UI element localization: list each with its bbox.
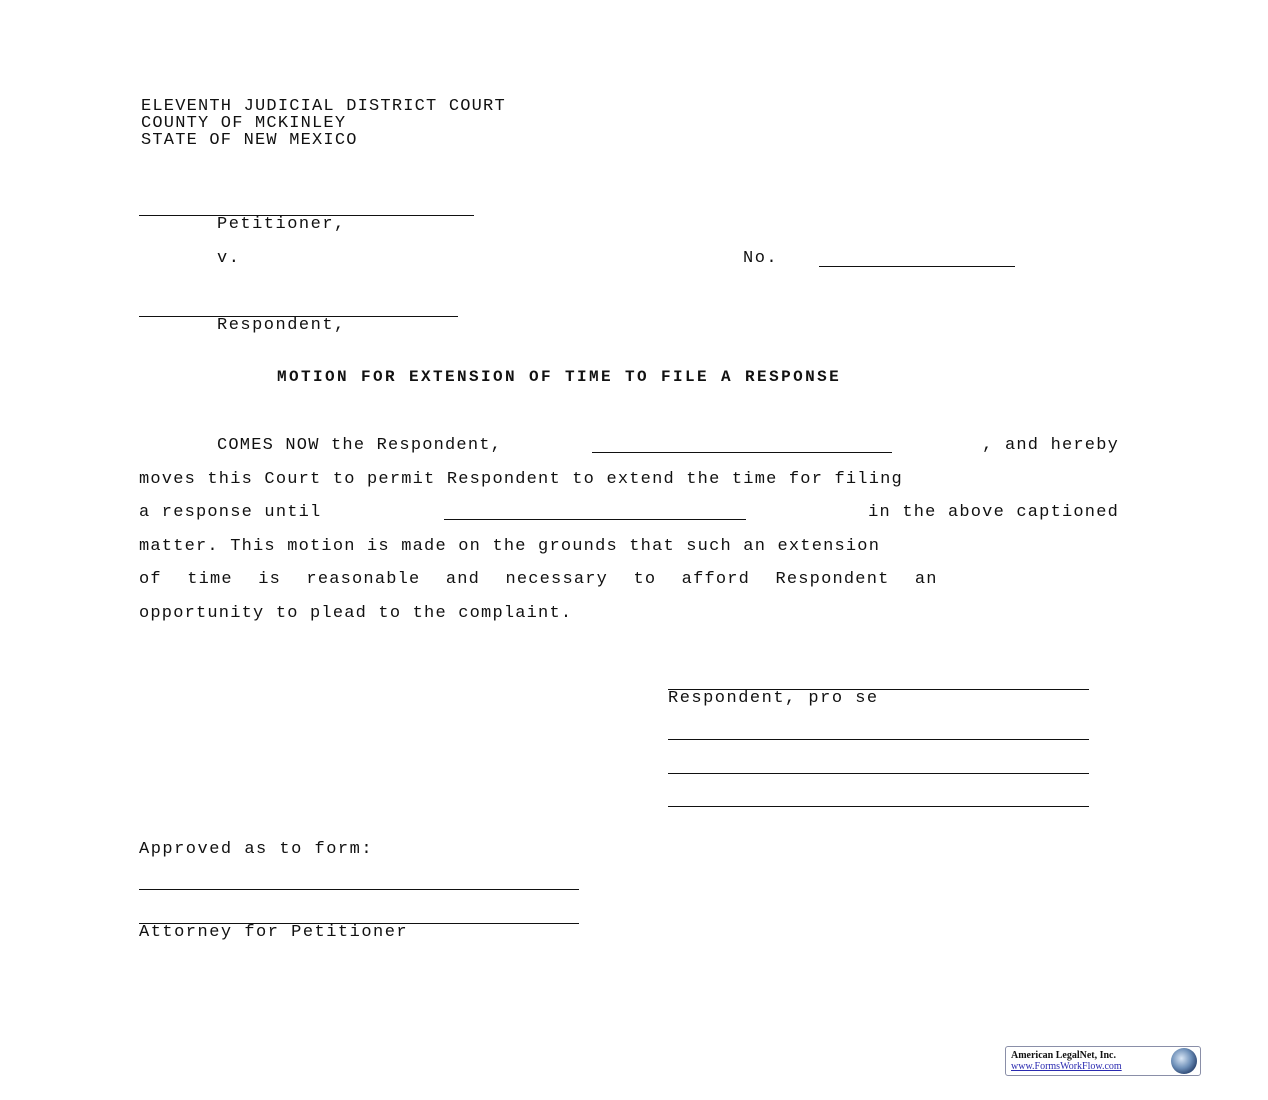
signature-label: Respondent, pro se xyxy=(668,689,879,708)
body-line-6: opportunity to plead to the complaint. xyxy=(139,604,573,623)
body-line-4: matter. This motion is made on the grounds that such an extension xyxy=(139,537,881,556)
approval-label: Approved as to form: xyxy=(139,840,374,859)
petitioner-label: Petitioner, xyxy=(217,215,346,234)
respondent-label: Respondent, xyxy=(217,316,346,335)
body-line-1b: , and hereby xyxy=(982,436,1119,455)
response-date-blank[interactable] xyxy=(444,503,746,520)
court-state: STATE OF NEW MEXICO xyxy=(141,131,358,150)
body-line-5: of time is reasonable and necessary to afford Respondent an xyxy=(139,570,938,589)
document-title: MOTION FOR EXTENSION OF TIME TO FILE A RESPONSE xyxy=(277,368,842,386)
case-number-label: No. xyxy=(743,249,779,268)
body-line-1a: COMES NOW the Respondent, xyxy=(217,436,503,455)
court-county: COUNTY OF MCKINLEY xyxy=(141,114,347,133)
body-line-3b: in the above captioned xyxy=(868,503,1119,522)
respondent-name-blank[interactable] xyxy=(592,436,892,453)
address-line-1[interactable] xyxy=(668,739,1089,740)
attorney-signature-line[interactable] xyxy=(139,889,579,890)
body-line-3a: a response until xyxy=(139,503,322,522)
globe-icon xyxy=(1171,1048,1197,1074)
court-name: ELEVENTH JUDICIAL DISTRICT COURT xyxy=(141,97,506,116)
body-line-2: moves this Court to permit Respondent to extend the time for filing xyxy=(139,470,903,489)
address-line-2[interactable] xyxy=(668,773,1089,774)
logo-url[interactable]: www.FormsWorkFlow.com xyxy=(1011,1061,1122,1072)
address-line-3[interactable] xyxy=(668,806,1089,807)
logo-company: American LegalNet, Inc. xyxy=(1011,1050,1116,1061)
versus-label: v. xyxy=(217,249,241,268)
case-number-line[interactable] xyxy=(819,266,1015,267)
attorney-label: Attorney for Petitioner xyxy=(139,923,409,942)
american-legalnet-logo[interactable] xyxy=(1005,1046,1201,1076)
